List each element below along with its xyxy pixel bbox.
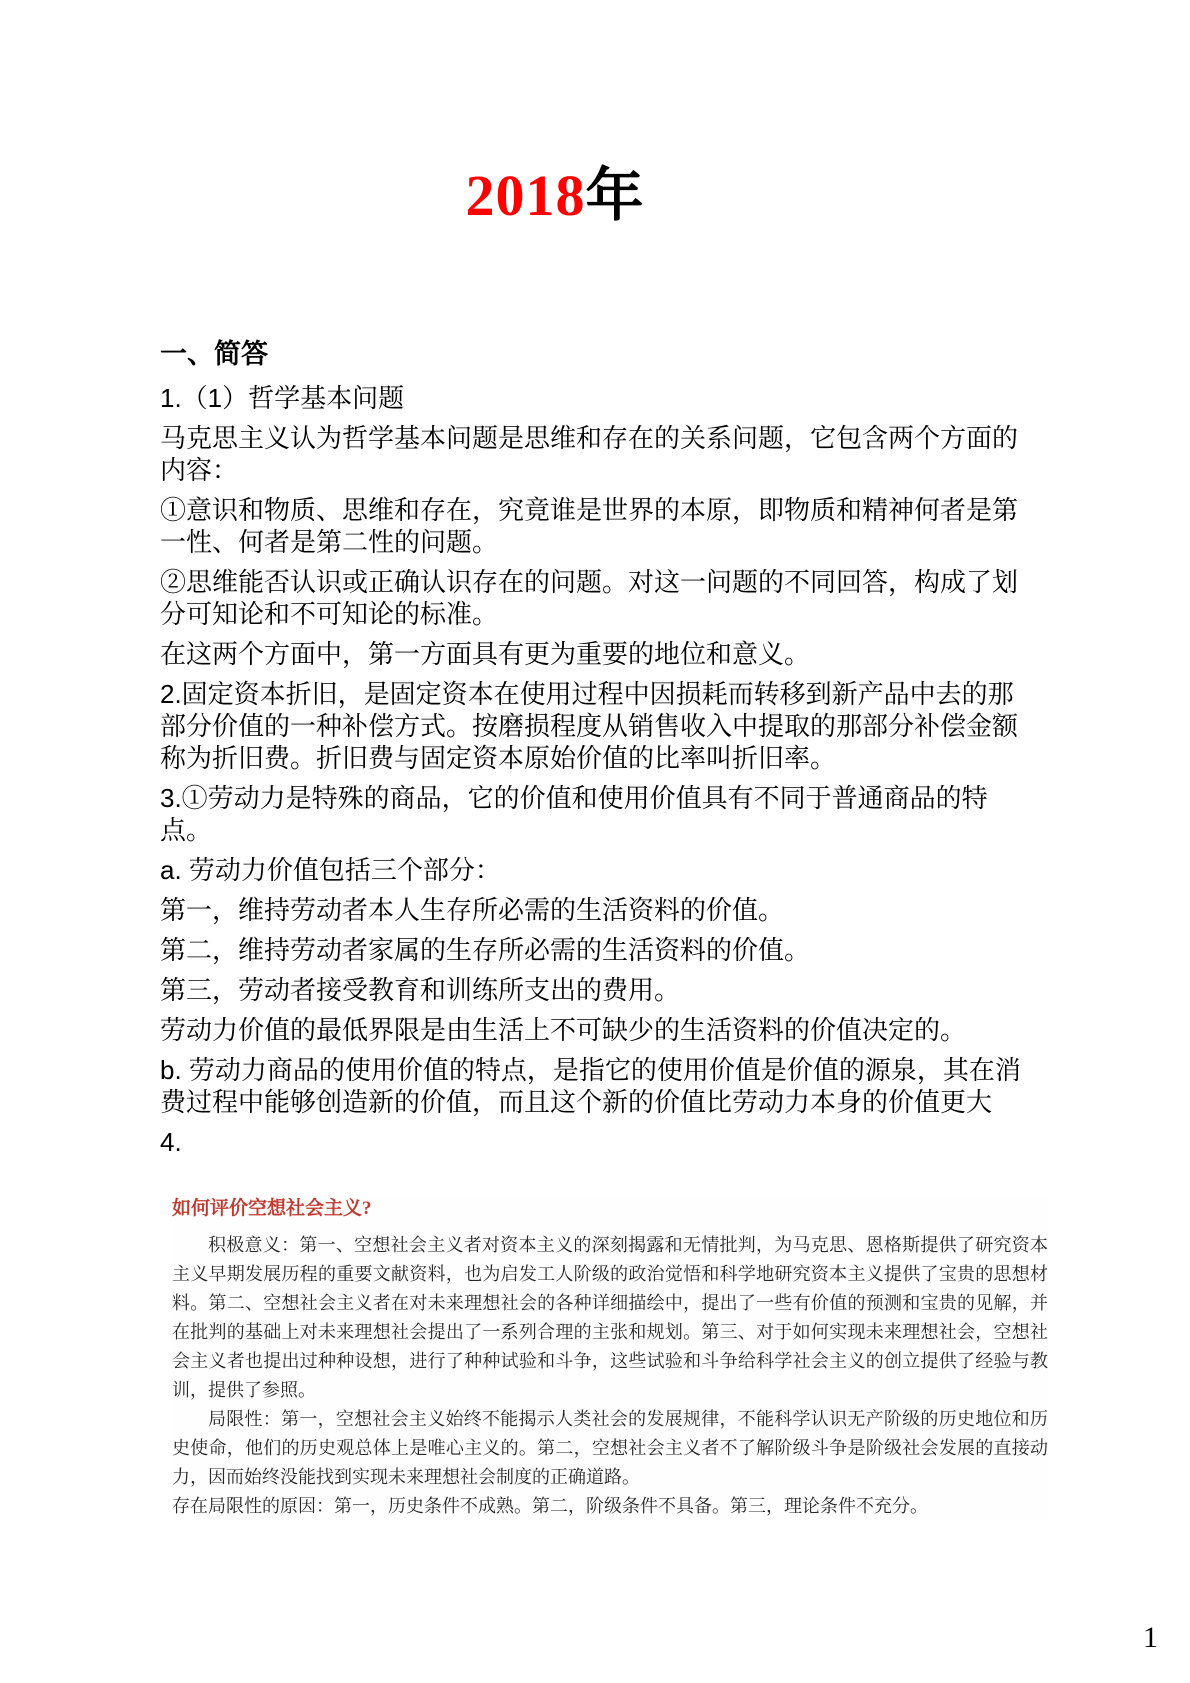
answer-paragraph: a. 劳动力价值包括三个部分： <box>160 855 501 885</box>
answer-paragraph: 第三，劳动者接受教育和训练所支出的费用。 <box>160 975 681 1005</box>
section-heading: 一、简答 <box>160 339 268 369</box>
answer-body <box>160 338 1032 1166</box>
answer-paragraph: 3.①劳动力是特殊的商品，它的价值和使用价值具有不同于普通商品的特点。 <box>160 783 988 845</box>
answer-paragraph: ①意识和物质、思维和存在，究竟谁是世界的本原，即物质和精神何者是第一性、何者是第二性的问题。 <box>160 495 1019 557</box>
scan-paragraph: 积极意义：第一、空想社会主义者对资本主义的深刻揭露和无情批判，为马克思、恩格斯提供了研究资本主义早期发展历程的重要文献资料，也为启发工人阶级的政治觉悟和科学地研究资本主义提供了宝贵的思想材料。第二、空想社会主义者在对未来理想社会的各种详细描绘中，提出了一些有价值的预测和宝贵的见解，并在批判的基础上对未来理想社会提出了一系列合理的主张和规划。第三、对于如何实现未来理想社会，空想社会主义者也提出过种种设想，进行了种种试验和斗争，这些试验和斗争给科学社会主义的创立提供了经验与教训，提供了参照。 <box>172 1235 1048 1400</box>
answer-paragraph: 第二，维持劳动者家属的生存所必需的生活资料的价值。 <box>160 935 811 965</box>
answer-paragraph: 1.（1）哲学基本问题 <box>160 383 405 413</box>
answer-paragraph: 4. <box>160 1127 182 1157</box>
answer-paragraph: 马克思主义认为哲学基本问题是思维和存在的关系问题，它包含两个方面的内容： <box>160 423 1019 485</box>
scan-paragraph: 局限性：第一，空想社会主义始终不能揭示人类社会的发展规律，不能科学认识无产阶级的历史地位和历史使命，他们的历史观总体上是唯心主义的。第二，空想社会主义者不了解阶级斗争是阶级社会发展的直接动力，因而始终没能找到实现未来理想社会制度的正确道路。 <box>172 1409 1048 1487</box>
scan-question-heading: 如何评价空想社会主义? <box>172 1198 372 1219</box>
answer-paragraph: 劳动力价值的最低界限是由生活上不可缺少的生活资料的价值决定的。 <box>160 1015 967 1045</box>
answer-paragraph: 2.固定资本折旧，是固定资本在使用过程中因损耗而转移到新产品中去的那部分价值的一种补偿方式。按磨损程度从销售收入中提取的那部分补偿金额称为折旧费。折旧费与固定资本原始价值的比率叫折旧率。 <box>160 679 1019 773</box>
page-number: 1 <box>1143 1621 1158 1654</box>
answer-paragraph: 第一，维持劳动者本人生存所必需的生活资料的价值。 <box>160 895 785 925</box>
answer-paragraph: 在这两个方面中，第一方面具有更为重要的地位和意义。 <box>160 639 811 669</box>
scan-paragraph: 存在局限性的原因：第一，历史条件不成熟。第二，阶级条件不具备。第三，理论条件不充分。 <box>172 1496 928 1516</box>
title-year-suffix: 年 <box>585 163 645 228</box>
answer-paragraph: b. 劳动力商品的使用价值的特点，是指它的使用价值是价值的源泉，其在消费过程中能够创造新的价值，而且这个新的价值比劳动力本身的价值更大 <box>160 1055 1021 1117</box>
document-title <box>0 148 1110 232</box>
embedded-scanned-answer <box>172 1194 1048 1521</box>
title-year: 2018 <box>465 163 586 228</box>
answer-paragraph: ②思维能否认识或正确认识存在的问题。对这一问题的不同回答，构成了划分可知论和不可知论的标准。 <box>160 567 1019 629</box>
